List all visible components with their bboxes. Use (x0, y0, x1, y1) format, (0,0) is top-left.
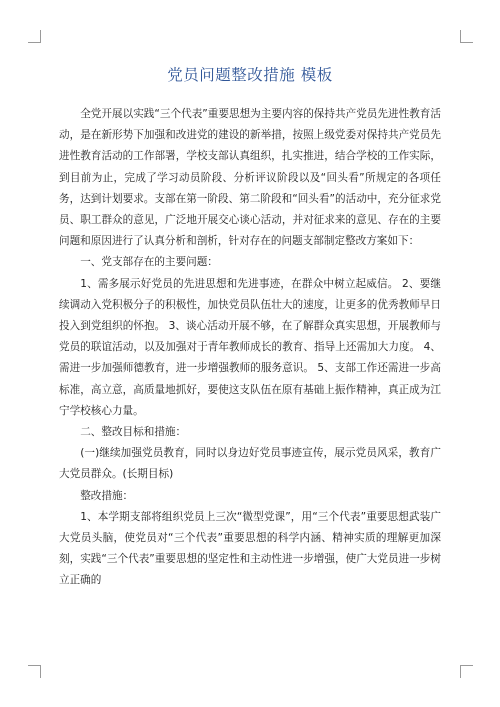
goal-one-paragraph: (一)继续加强党员教育，同时以身边好党员事迹宣传，展示党员风采，教育广大党员群众。(长期目标) (59, 447, 441, 481)
intro-paragraph: 全党开展以实践“三个代表”重要思想为主要内容的保持共产党员先进性教育活动，是在新形势下加强和改进党的建设的新举措，按照上级党委对保持共产党员先进性教育活动的工作部署，学校支部认真组织，扎实推进，结合学校的工作实际，到目前为止，完成了学习动员阶段、分析评议阶段以及“回头看”所规定的各项任务，达到计划要求。支部在第一阶段、第二阶段和“回头看”的活动中，充分征求党员、职工群众的意见，广泛地开展交心谈心活动，并对征求来的意见、存在的主要问题和原因进行了认真分析和剖析，针对存在的问题支部制定整改方案如下： (59, 108, 441, 248)
crop-mark-top-left (28, 30, 41, 43)
measures-heading: 整改措施： (80, 489, 134, 502)
crop-mark-bottom-right (460, 665, 473, 678)
crop-mark-top-right (460, 30, 473, 43)
section-heading-goals: 二、整改目标和措施： (80, 426, 187, 439)
page-title: 党员问题整改措施 模板 (167, 66, 333, 84)
problems-paragraph: 1、需多展示好党员的先进思想和先进事迹，在群众中树立起威信。 2、要继续调动入党积极分子的积极性，加快党员队伍壮大的速度，让更多的优秀教师早日投入到党组织的怀抱。 3、谈心活动开展不够，在了解群众真实思想，开展教师与党员的联谊活动，以及加强对于青年教师成长的教育、指导上还需加大力度。 4、需进一步加强师德教育，进一步增强教师的服务意识。 5、支部工作还需进一步高标准，高立意，高质量地抓好，要使这支队伍在原有基础上振作精神，真正成为江宁学校核心力量。 (59, 277, 441, 417)
document-body (59, 104, 441, 592)
measure-one-paragraph: 1、本学期支部将组织党员上三次“微型党课”，用“三个代表”重要思想武装广大党员头脑，使党员对“三个代表”重要思想的科学内涵、精神实质的理解更加深刻，实践“三个代表”重要思想的坚定性和主动性进一步增强，使广大党员进一步树立正确的 (59, 510, 441, 587)
section-heading-problems: 一、党支部存在的主要问题： (80, 256, 218, 269)
crop-mark-bottom-left (28, 665, 41, 678)
